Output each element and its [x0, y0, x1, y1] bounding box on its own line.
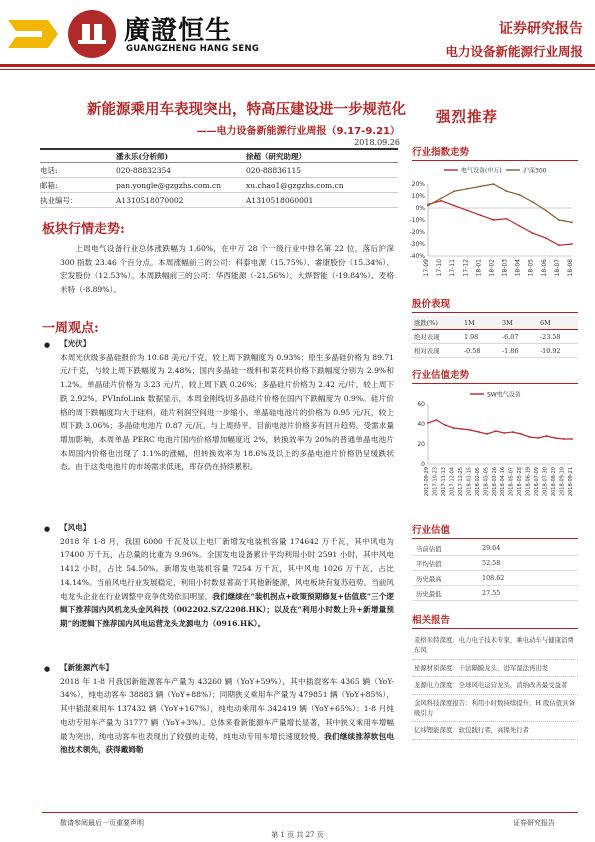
related-report-link[interactable]: 金风科技深度报告：利用小时数持续提升，H 股估值具备吸引力	[412, 695, 578, 723]
data-point	[479, 214, 481, 216]
header-rule	[0, 64, 595, 67]
footer-report-type: 证券研究报告	[513, 819, 555, 827]
y-tick-label: 0%	[415, 205, 425, 212]
series-line-1	[428, 201, 572, 245]
data-point	[571, 243, 573, 245]
pv-paragraph: 本周光伏级多晶硅报价为 10.68 美元/千克，较上周下跌幅度为 0.93%；原生多晶硅价格为 89.71 元/千克，与较上周下跌幅度为 2.48%；国内多晶硅一级料和菜花料价格下跌幅度分别为 2.9%和 1.2%。单晶硅片价格为 3.23 元/片，较上周下跌 0.26%；多晶硅片价格为 2.42 元/片，较上周下跌 2.92%。PVInfoLink 数据显示，本周金刚线切多晶硅片价格在国内下跌幅度为 0.9%。硅片价格的周下跌幅度均大于硅料，硅片利润空间进一步缩小。单晶硅电池片的价格为 0.95 元/瓦，较上周下跌 3.06%；多晶硅电池片 0.87 元/瓦，与上周持平。目前电池片价格多有回升趋势，受需求量增加影响，本周单晶 PERC 电池片国内价格增加幅度近 2%，转换效率为 20%的普通单晶电池片本周国内价格也出现了 1.1%的涨幅，但转换效率为 18.6%及以上的多晶电池片价格仍呈缓跌状态。由于这类电池片的市场需求低迷，库存仍在持续累积。	[60, 352, 394, 472]
index-trend-chart	[406, 164, 578, 286]
sidebar-heading-trend: 行业指数走势	[412, 144, 578, 161]
related-report-link[interactable]: 亿纬锂能深度：软包践行者，高镍先行者	[412, 722, 578, 739]
table-row: 绝对表现 1.98 -6.07 -23.58	[412, 330, 578, 344]
bullet-icon: ●	[44, 665, 51, 673]
y-tick-label: 20%	[411, 181, 425, 188]
x-tick-label: 2018-03-26	[491, 467, 498, 497]
y-tick-label: -30%	[409, 241, 425, 248]
x-tick-label: 17-12	[462, 259, 470, 277]
data-point	[571, 222, 573, 224]
data-point	[545, 210, 547, 212]
footer-disclaimer: 敬请参阅最后一页重要声明	[60, 819, 144, 827]
data-point	[558, 219, 560, 221]
x-tick-label: 2018-05-07	[508, 467, 515, 497]
email-link[interactable]: xu.chao1@gzgzhs.com.cn	[246, 180, 344, 190]
bullet-icon: ●	[44, 525, 51, 533]
data-point	[444, 424, 446, 426]
x-tick-label: 2018-09-10	[559, 467, 566, 497]
analyst-row: 执业编号： A1310518070002 A1310518060001	[40, 193, 398, 208]
performance-table	[412, 316, 578, 358]
related-reports-list	[412, 632, 578, 740]
report-type: 证券研究报告	[499, 21, 583, 37]
x-tick-label: 18-06	[540, 259, 548, 277]
data-point	[503, 432, 505, 434]
data-point	[529, 436, 531, 438]
table-row: 当前估值 29.64	[412, 541, 578, 556]
x-tick-label: 2018-03-05	[483, 467, 490, 497]
data-point	[493, 219, 495, 221]
data-point	[461, 428, 463, 430]
sidebar-heading-valuation-trend: 行业估值走势	[412, 367, 578, 384]
related-report-link[interactable]: 星源材质深度：干法隔膜龙头，进军湿法再出发	[412, 660, 578, 677]
guangzheng-logo-mark	[8, 14, 58, 54]
header-rule-thin	[0, 69, 595, 70]
x-tick-label: 2017-10-23	[432, 467, 439, 497]
x-tick-label: 2018-04-16	[500, 467, 507, 497]
data-point	[554, 437, 556, 439]
x-tick-label: 2017-12-25	[457, 467, 464, 497]
wind-tag: 【风电】	[60, 523, 91, 532]
analyst-row	[40, 148, 398, 163]
x-tick-label: 2017-09-29	[424, 467, 430, 497]
data-point	[537, 437, 539, 439]
data-point	[519, 225, 521, 227]
x-tick-label: 2018-07-09	[534, 467, 541, 497]
footer-rule	[42, 812, 578, 813]
x-tick-label: 2018-06-19	[525, 467, 532, 497]
x-tick-label: 2017-11-13	[440, 467, 447, 497]
data-point	[478, 431, 480, 433]
valuation-table	[412, 541, 578, 601]
data-point	[440, 198, 442, 200]
data-point	[427, 205, 429, 207]
data-point	[436, 419, 438, 421]
analyst-table	[40, 148, 398, 208]
legend-label: SW电气设备	[487, 391, 521, 399]
series-line-2	[428, 184, 572, 222]
x-tick-label: 18-07	[553, 259, 561, 277]
x-tick-label: 18-08	[567, 259, 574, 277]
x-tick-label: 2018-05-28	[517, 467, 524, 497]
valuation-trend-chart-svg	[406, 388, 578, 514]
x-tick-label: 17-11	[449, 259, 457, 277]
table-row: 平均估值 52.58	[412, 556, 578, 571]
data-point	[453, 190, 455, 192]
table-row: 相对表现 -0.58 -1.86 -10.92	[412, 344, 578, 358]
index-trend-chart-svg	[406, 164, 578, 286]
section-heading-market: 板块行情走势:	[42, 222, 125, 237]
data-point	[493, 183, 495, 185]
x-tick-label: 18-04	[514, 259, 522, 277]
pv-tag: 【光伏】	[60, 339, 91, 348]
x-tick-label: 2018-09-21	[568, 467, 574, 497]
page-number: 第 1 页 共 27 页	[271, 831, 324, 839]
x-tick-label: 18-05	[527, 259, 535, 277]
data-point	[545, 237, 547, 239]
bullet-icon: ●	[44, 341, 51, 349]
valuation-trend-chart	[406, 388, 578, 514]
report-date: 2018.09.26	[354, 138, 400, 147]
table-row: 历史最高 108.62	[412, 571, 578, 586]
brand-name-cn: 廣證恒生	[124, 16, 233, 46]
analyst-row: 电话: 020-88832354 020-88836115	[40, 163, 398, 178]
market-paragraph: 上周电气设备行业总体涨跌幅为 1.60%，在中万 28 个一级行业中排名第 22 位，落后沪深 300 指数 23.46 个百分点。本周涨幅前三的公司：科泰电源（15.75%）、睿康股份（15.34%）、宏发股份（12.53%）。本周跌幅前三的公司：华西能源（-21.56%）、大烨智能（-19.84%）、麦格米特（-8.89%）。	[60, 244, 394, 295]
wind-paragraph: 2018 年 1-8 月，我国 6000 千瓦及以上电厂新增发电装机容量 174642 万千瓦，其中风电为 17400 万千瓦，占总量的比重为 9.96%。全国发电设备累计平均利用小时 2591 小时，其中风电 1412 小时，占比 54.50%。新增发电装机容量 7254 万千瓦，其中风电 1026 万千瓦，占比 14.14%。当前风电行业发展稳定，利用小时数显著高于其他新能源，风电板块有复苏趋势。当前风电龙头企业在行业调整中竞争优势依旧明显，	[60, 536, 394, 601]
x-tick-label: 17-09	[423, 259, 430, 277]
table-header-row: 涨跌(%) 1M 3M 6M	[412, 316, 578, 330]
data-point	[495, 430, 497, 432]
data-point	[558, 244, 560, 246]
x-tick-label: 18-02	[488, 259, 496, 277]
hang-seng-seal-icon	[68, 10, 116, 58]
data-point	[486, 433, 488, 435]
data-point	[571, 438, 573, 440]
data-point	[532, 201, 534, 203]
pv-block	[60, 337, 394, 474]
data-point	[519, 194, 521, 196]
x-tick-label: 17-10	[436, 259, 444, 277]
table-row: 历史最低 27.55	[412, 586, 578, 601]
data-point	[506, 190, 508, 192]
data-point	[532, 232, 534, 234]
analyst-row: 邮箱: pan.yongle@gzgzhs.com.cn xu.chao1@gzgzhs.com.cn	[40, 178, 398, 193]
y-tick-label: -20%	[409, 229, 425, 236]
related-report-link[interactable]: 龙源电力深度：全球风电运营龙头，消纳改善最受益者	[412, 677, 578, 694]
x-tick-label: 18-03	[501, 259, 509, 277]
x-tick-label: 18-01	[475, 259, 483, 277]
y-tick-label: -10%	[409, 217, 425, 224]
y-tick-label: 0	[421, 461, 425, 468]
y-tick-label: -40%	[409, 253, 425, 260]
nev-paragraph: 2018 年 1-8 月我国新能源客车产量为 43260 辆（YoY+59%），其中插混客车 4365 辆（YoY-34%），纯电动客车 38883 辆（YoY+88%）；同期狭义乘用车产量为 479851 辆（YoY+85%），其中插混乘用车 137432 辆（YoY+167%），纯电动乘用车 342419 辆（YoY+65%）；1-8 月纯电动专用车产量为 31777 辆（YoY+3%）。总体来看新能源车产量增长显著，其中狭义乘用车增幅最为突出，纯电动客车也表现出了较强的走势，纯电动专用车增长速度较慢。	[60, 676, 394, 741]
data-point	[440, 200, 442, 202]
section-heading-weekly: 一周观点:	[42, 321, 99, 336]
nev-block	[60, 661, 394, 757]
data-point	[453, 205, 455, 207]
report-title: 新能源乘用车表现突出，特高压建设进一步规范化	[87, 101, 406, 118]
nev-recommendation: 我们继续推荐软包电池技术领先，获得戴姆勒	[60, 731, 394, 755]
legend-label: 沪深300	[523, 167, 547, 175]
sidebar-heading-performance: 股价表现	[412, 296, 578, 313]
data-point	[466, 210, 468, 212]
legend-label: 电气设备(申万)	[461, 167, 502, 175]
data-point	[506, 218, 508, 220]
wind-recommendation: 我们继续在“装机拐点+政策预期修复+估值底”三个逻辑下推荐国内风机龙头金风科技（002202.SZ/2208.HK）；以及在“利用小时数上升+新增量预期”的逻辑下推荐国内风电运营龙头龙源电力（0916.HK）。	[60, 591, 394, 628]
x-tick-label: 2018-07-30	[542, 467, 549, 497]
data-point	[427, 422, 429, 424]
x-tick-label: 2018-02-05	[474, 467, 481, 497]
assistant-name: 徐超（研究助理）	[246, 151, 306, 161]
company-logo	[8, 8, 268, 64]
data-point	[453, 427, 455, 429]
report-series: 电力设备新能源行业周报	[445, 44, 583, 59]
data-point	[520, 433, 522, 435]
sidebar-heading-related: 相关报告	[412, 612, 578, 629]
rating-badge: 强烈推荐	[436, 109, 498, 126]
y-tick-label: 60	[417, 401, 425, 408]
related-report-link[interactable]: 麦格米特深度：电力电子技术专家，乘电动车与健康消费东风	[412, 632, 578, 660]
data-point	[546, 435, 548, 437]
y-tick-label: 20	[417, 441, 425, 448]
data-point	[512, 431, 514, 433]
data-point	[466, 188, 468, 190]
y-tick-label: 40	[417, 421, 425, 428]
analyst-name: 潘永乐(分析师)	[116, 151, 169, 161]
series-line-1	[428, 420, 572, 439]
data-point	[479, 186, 481, 188]
report-subtitle: ——电力设备新能源行业周报（9.17-9.21）	[196, 126, 400, 137]
sidebar-heading-valuation: 行业估值	[412, 522, 578, 539]
x-tick-label: 2018-01-15	[466, 467, 473, 497]
brand-name-en: GUANGZHENG HANG SENG	[126, 44, 260, 54]
data-point	[469, 429, 471, 431]
wind-block	[60, 521, 394, 631]
x-tick-label: 2017-12-04	[449, 467, 456, 497]
x-tick-label: 2018-08-20	[551, 467, 558, 497]
email-link[interactable]: pan.yongle@gzgzhs.com.cn	[116, 180, 222, 190]
nev-tag: 【新能源汽车】	[60, 663, 114, 672]
data-point	[563, 438, 565, 440]
y-tick-label: 10%	[411, 193, 425, 200]
